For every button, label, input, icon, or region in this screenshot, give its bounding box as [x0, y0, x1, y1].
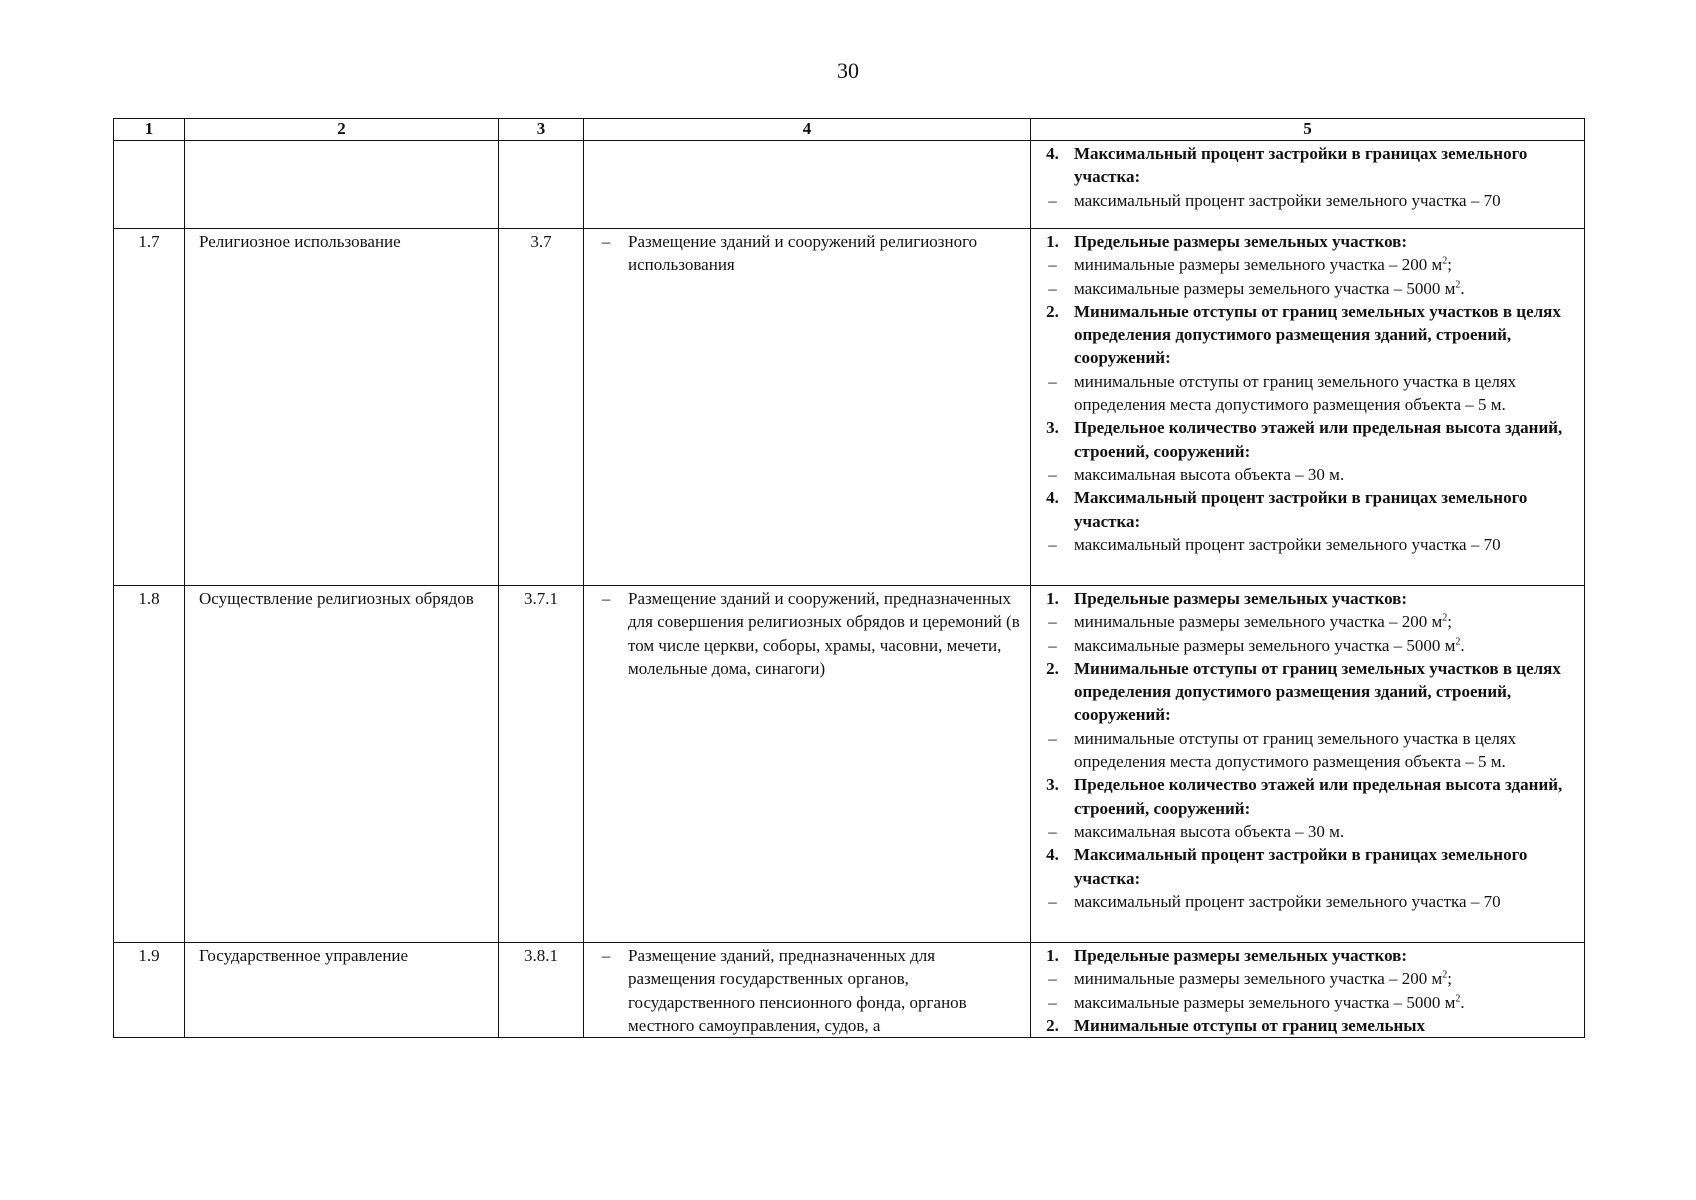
parameter-item-text — [1074, 727, 1580, 774]
dash-marker: – — [1048, 534, 1057, 554]
parameter-item-text — [1074, 189, 1580, 212]
parameter-heading-text: Минимальные отступы от границ земельных участков в целях определения допустимого размещения зданий, строений, сооружений: — [1074, 658, 1561, 725]
parameter-value: максимальный процент застройки земельного участка – 70 — [1074, 891, 1501, 911]
dash-marker: – — [601, 946, 611, 965]
punctuation: . — [1460, 635, 1465, 655]
dash-marker: – — [1048, 969, 1057, 989]
land-use-code: 3.7.1 — [499, 586, 584, 943]
land-use-description — [584, 586, 1031, 943]
header-row — [114, 119, 1585, 141]
parameter-value: минимальные размеры земельного участка – 200 м — [1074, 255, 1443, 275]
row-number: 1.7 — [114, 229, 185, 586]
column-header: 3 — [499, 119, 584, 141]
parameter-number: 1. — [1046, 946, 1059, 965]
parameter-heading-text: Предельные размеры земельных участков: — [1074, 589, 1408, 608]
description-item — [584, 944, 1024, 1037]
land-use-description — [584, 943, 1031, 1038]
parameter-value: минимальные размеры земельного участка – 200 м — [1074, 969, 1443, 989]
parameter-number: 2. — [1046, 301, 1059, 321]
parameter-item-text — [1074, 463, 1580, 486]
land-use-code: 3.7 — [499, 229, 584, 586]
description-text: Размещение зданий и сооружений религиозного использования — [628, 232, 978, 275]
land-use-name: Религиозное использование — [185, 229, 499, 586]
parameter-number: 1. — [1046, 589, 1059, 608]
parameter-heading — [1031, 843, 1580, 890]
parameters-cell — [1031, 586, 1585, 943]
parameter-heading-text: Максимальный процент застройки в границах земельного участка: — [1074, 845, 1528, 888]
row-number — [114, 141, 185, 229]
parameter-item-text — [1074, 277, 1580, 300]
dash-marker: – — [1048, 371, 1057, 391]
parameter-value: максимальная высота объекта – 30 м. — [1074, 821, 1345, 841]
punctuation: . — [1460, 278, 1465, 298]
parameter-heading — [1031, 657, 1580, 727]
parameter-heading-text: Предельные размеры земельных участков: — [1074, 946, 1408, 965]
parameter-heading — [1031, 587, 1580, 610]
land-use-code — [499, 141, 584, 229]
page-number: 30 — [837, 58, 859, 83]
dash-marker: – — [1048, 992, 1057, 1012]
parameter-number: 3. — [1046, 775, 1059, 795]
land-use-name — [185, 141, 499, 229]
dash-marker: – — [1048, 635, 1057, 655]
land-use-code: 3.8.1 — [499, 943, 584, 1038]
punctuation: ; — [1447, 969, 1452, 989]
parameter-number: 4. — [1046, 144, 1059, 163]
parameter-item — [1031, 820, 1580, 843]
parameter-value: максимальные размеры земельного участка – 5000 м — [1074, 992, 1456, 1012]
column-header: 1 — [114, 119, 185, 141]
table-row — [114, 141, 1585, 229]
parameter-heading-text: Предельное количество этажей или предельная высота зданий, строений, сооружений: — [1074, 775, 1563, 818]
parameter-heading-text: Минимальные отступы от границ земельных участков в целях определения допустимого размещения зданий, строений, сооружений: — [1074, 301, 1561, 368]
parameter-heading — [1031, 1014, 1580, 1037]
parameter-value: максимальные размеры земельного участка – 5000 м — [1074, 635, 1456, 655]
parameter-heading — [1031, 486, 1580, 533]
row-number: 1.8 — [114, 586, 185, 943]
parameters-cell — [1031, 943, 1585, 1038]
table-row — [114, 229, 1585, 586]
table-row — [114, 586, 1585, 943]
parameter-item — [1031, 189, 1580, 212]
parameter-heading — [1031, 142, 1580, 189]
parameter-item — [1031, 991, 1580, 1014]
row-number: 1.9 — [114, 943, 185, 1038]
unit-superscript: 2 — [1442, 969, 1448, 981]
dash-marker: – — [1048, 190, 1057, 210]
description-text: Размещение зданий, предназначенных для размещения государственных органов, государственного пенсионного фонда, органов местного самоуправления, судов, а — [628, 946, 967, 1035]
parameter-value: максимальный процент застройки земельного участка – 70 — [1074, 190, 1501, 210]
description-item — [584, 230, 1024, 277]
parameter-item-text — [1074, 991, 1580, 1014]
dash-marker: – — [1048, 255, 1057, 275]
dash-marker: – — [1048, 464, 1057, 484]
unit-superscript: 2 — [1455, 635, 1461, 647]
parameter-heading — [1031, 230, 1580, 253]
parameter-value: максимальный процент застройки земельного участка – 70 — [1074, 534, 1501, 554]
parameter-item-text — [1074, 610, 1580, 633]
parameter-item — [1031, 727, 1580, 774]
parameter-item — [1031, 890, 1580, 913]
parameter-number: 3. — [1046, 418, 1059, 438]
parameter-item-text — [1074, 370, 1580, 417]
dash-marker: – — [1048, 821, 1057, 841]
parameter-item — [1031, 253, 1580, 276]
parameter-item — [1031, 370, 1580, 417]
punctuation: ; — [1447, 255, 1452, 275]
dash-marker: – — [601, 232, 611, 251]
parameter-value: минимальные отступы от границ земельного участка в целях определения места допустимого размещения объекта – 5 м. — [1074, 371, 1517, 415]
parameter-number: 2. — [1046, 1015, 1059, 1035]
dash-marker: – — [1048, 278, 1057, 298]
land-use-description — [584, 141, 1031, 229]
parameter-heading — [1031, 416, 1580, 463]
parameter-value: минимальные размеры земельного участка – 200 м — [1074, 612, 1443, 632]
parameter-item-text — [1074, 253, 1580, 276]
parameter-item-text — [1074, 967, 1580, 990]
parameter-item — [1031, 967, 1580, 990]
parameter-heading-text: Максимальный процент застройки в границах земельного участка: — [1074, 488, 1528, 531]
parameter-number: 2. — [1046, 658, 1059, 678]
parameter-value: максимальные размеры земельного участка – 5000 м — [1074, 278, 1456, 298]
parameter-number: 4. — [1046, 845, 1059, 865]
parameter-value: максимальная высота объекта – 30 м. — [1074, 464, 1345, 484]
parameter-item — [1031, 277, 1580, 300]
punctuation: . — [1460, 992, 1465, 1012]
dash-marker: – — [1048, 891, 1057, 911]
land-use-name: Осуществление религиозных обрядов — [185, 586, 499, 943]
column-header: 2 — [185, 119, 499, 141]
parameter-heading-text: Предельное количество этажей или предельная высота зданий, строений, сооружений: — [1074, 418, 1563, 461]
parameters-cell — [1031, 229, 1585, 586]
parameter-heading-text: Минимальные отступы от границ земельных — [1074, 1015, 1426, 1035]
parameter-item — [1031, 610, 1580, 633]
unit-superscript: 2 — [1442, 612, 1448, 624]
dash-marker: – — [1048, 728, 1057, 748]
parameter-item — [1031, 634, 1580, 657]
parameter-item-text — [1074, 634, 1580, 657]
parameter-heading — [1031, 944, 1580, 967]
table-row — [114, 943, 1585, 1038]
unit-superscript: 2 — [1455, 992, 1461, 1004]
parameter-item-text — [1074, 533, 1580, 556]
regulations-table — [113, 118, 1585, 1038]
parameter-heading — [1031, 773, 1580, 820]
dash-marker: – — [601, 589, 611, 608]
parameter-item — [1031, 463, 1580, 486]
unit-superscript: 2 — [1455, 278, 1461, 290]
column-header: 5 — [1031, 119, 1585, 141]
unit-superscript: 2 — [1442, 255, 1448, 267]
parameter-value: минимальные отступы от границ земельного участка в целях определения места допустимого размещения объекта – 5 м. — [1074, 728, 1517, 772]
land-use-name: Государственное управление — [185, 943, 499, 1038]
column-header: 4 — [584, 119, 1031, 141]
parameter-item-text — [1074, 890, 1580, 913]
parameter-heading-text: Предельные размеры земельных участков: — [1074, 232, 1408, 251]
dash-marker: – — [1048, 612, 1057, 632]
description-text: Размещение зданий и сооружений, предназначенных для совершения религиозных обрядов и церемоний (в том числе церкви, соборы, храмы, часовни, мечети, молельные дома, синагоги) — [628, 589, 1020, 678]
parameter-item-text — [1074, 820, 1580, 843]
punctuation: ; — [1447, 612, 1452, 632]
land-use-description — [584, 229, 1031, 586]
description-item — [584, 587, 1024, 680]
parameter-item — [1031, 533, 1580, 556]
parameter-heading-text: Максимальный процент застройки в границах земельного участка: — [1074, 144, 1528, 187]
parameter-heading — [1031, 300, 1580, 370]
parameters-cell — [1031, 141, 1585, 229]
parameter-number: 4. — [1046, 488, 1059, 508]
parameter-number: 1. — [1046, 232, 1059, 251]
